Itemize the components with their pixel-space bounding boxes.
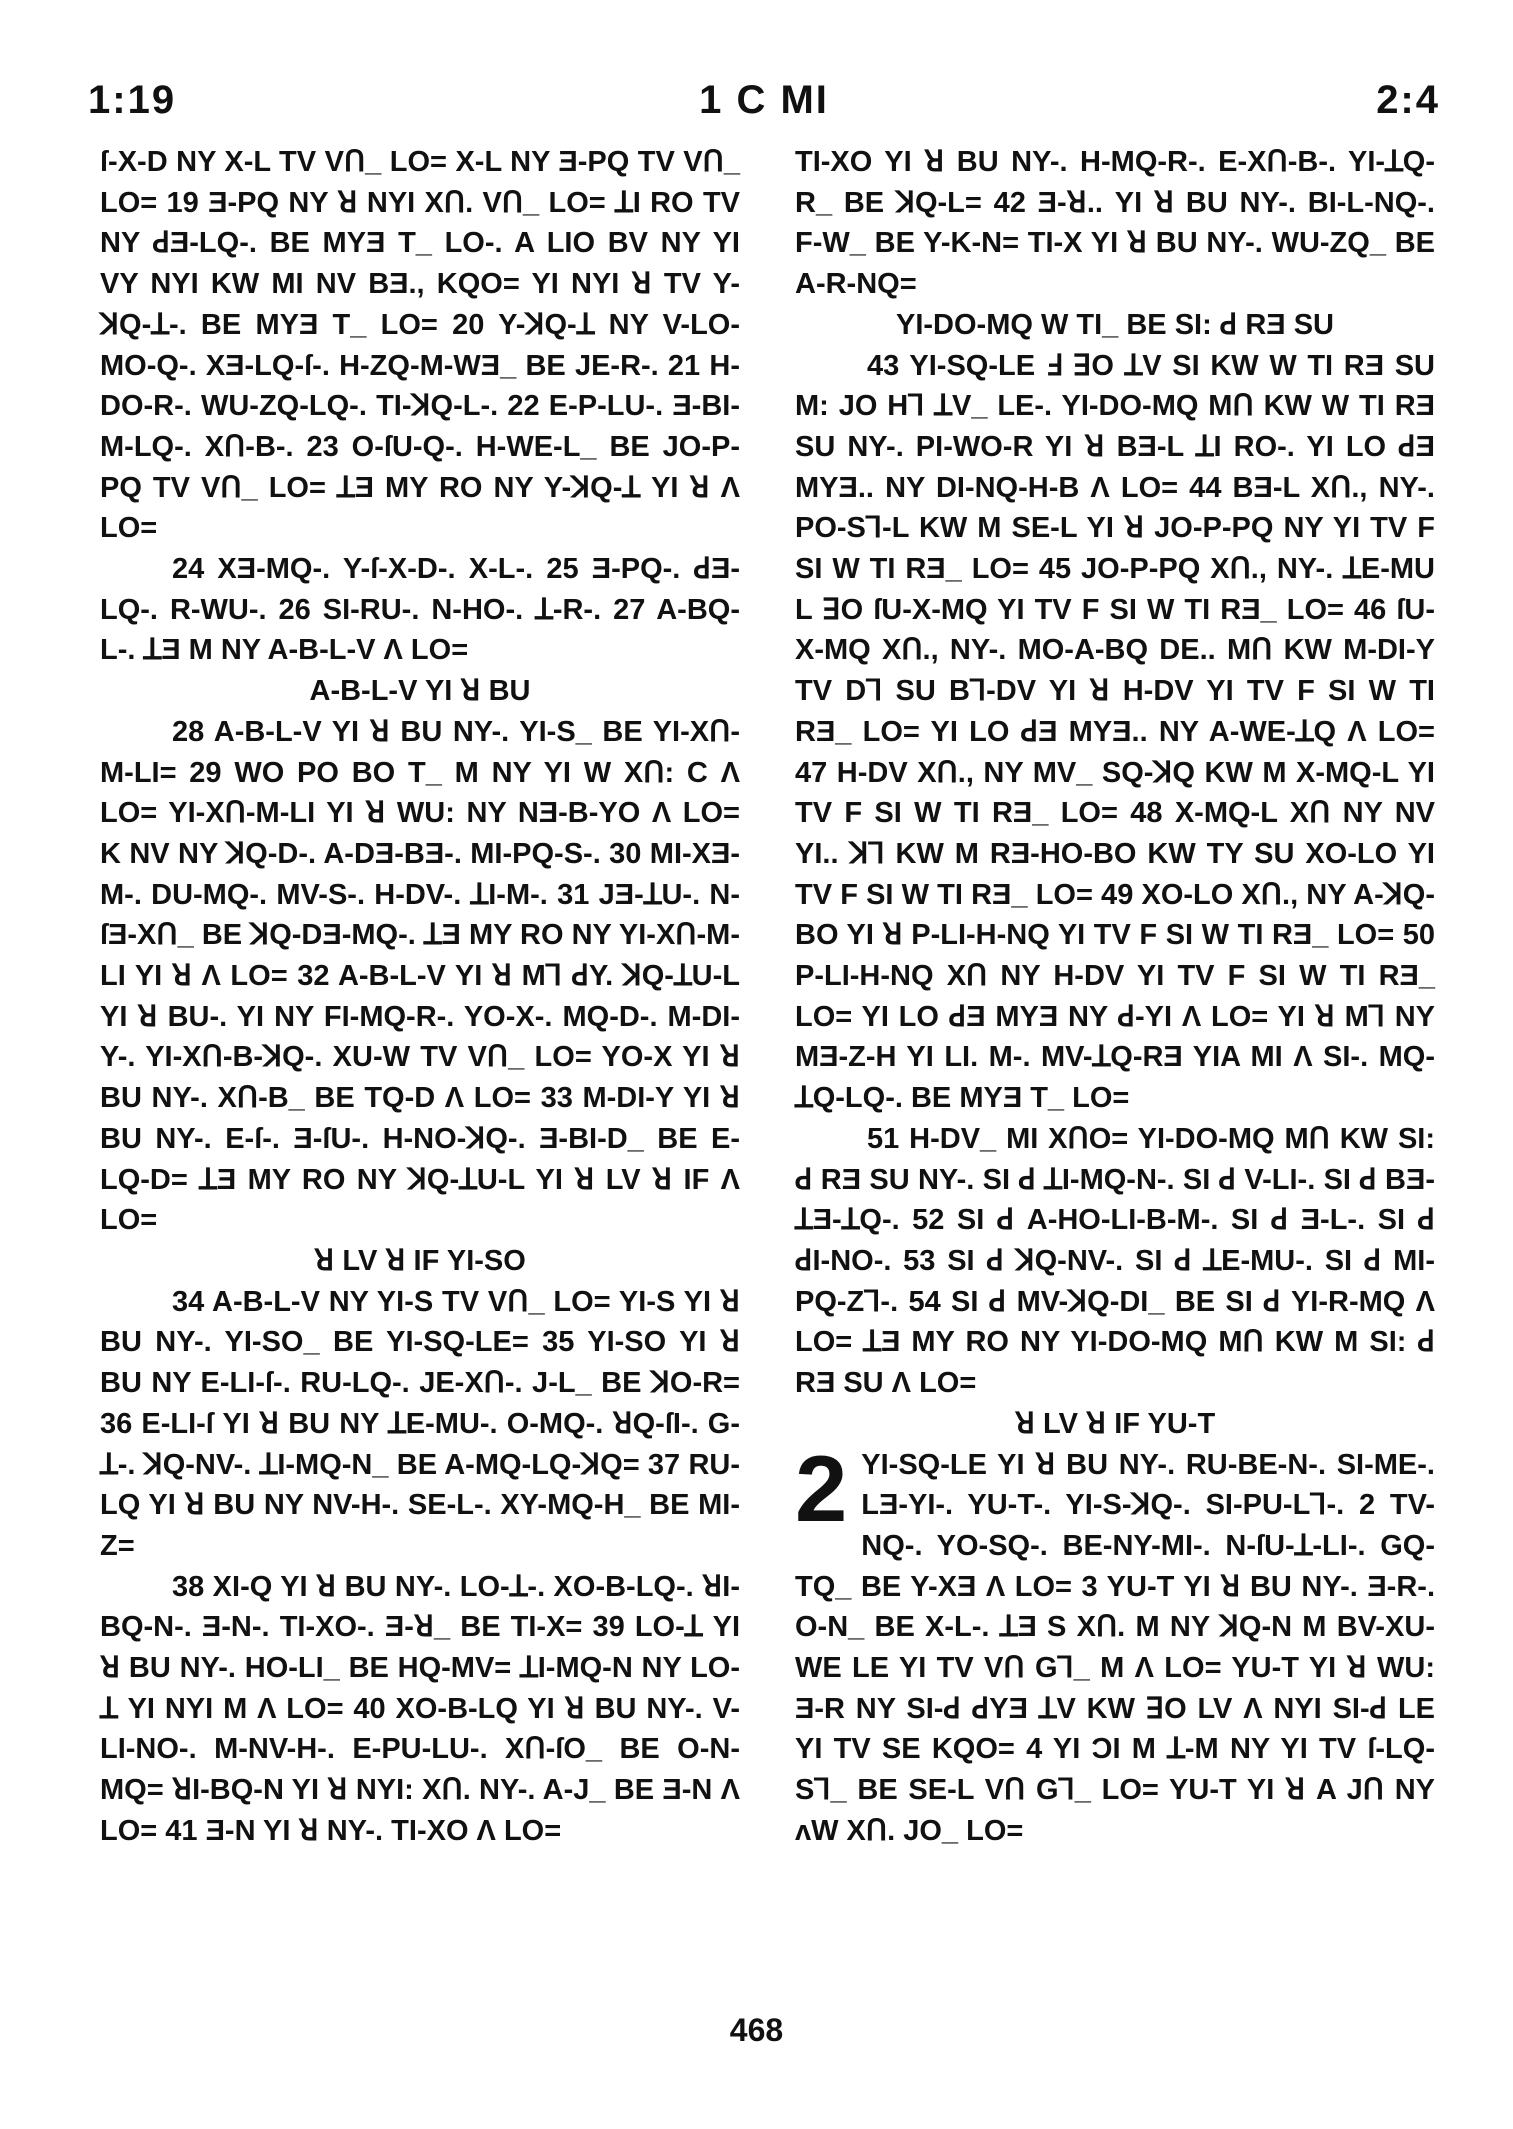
paragraph: ſ-X-D NY X-L TV VՈ_ LO= X-L NY Ǝ-PQ TV VՈ_ LO= 19 Ǝ-PQ NY ꓤ NYI XՈ. VՈ_ LO= ꓕI RO TV NY ꓒƎ-LQ-. BE MYƎ T_ LO-. A LIO BV NY YI VY NYI KW MI NV BƎ., KQO= YI NYI ꓤ TV Y-ꓘQ-ꓕ-. BE MYƎ T_ LO= 20 Y-ꓘQ-ꓕ NY V-LO-MO-Q-. XƎ-LQ-ſ-. H-ZQ-M-WƎ_ BE JE-R-. 21 H-DO-R-. WU-ZQ-LQ-. TI-ꓘQ-L-. 22 E-P-LU-. Ǝ-BI-M-LQ-. XՈ-B-. 23 O-ſU-Q-. H-WE-L_ BE JO-P-PQ TV VՈ_ LO= ꓕƎ MY RO NY Y-ꓘQ-ꓕ YI ꓤ Λ LO= <box>100 146 740 545</box>
chapter-number-dropcap: 2 <box>795 1435 848 1541</box>
paragraph: 51 H-DV_ MI XՈO= YI-DO-MQ MՈ KW SI: ꓒ RƎ SU NY-. SI ꓒ ꓕI-MQ-N-. SI ꓒ V-LI-. SI ꓒ BƎ-ꓕƎ-ꓕQ-. 52 SI ꓒ A-HO-LI-B-M-. SI ꓒ Ǝ-L-. SI ꓒ ꓒI-NO-. 53 SI ꓒ ꓘQ-NV-. SI ꓒ ꓕE-MU-. SI ꓒ MI-PQ-Z⅂-. 54 SI ꓒ MV-ꓘQ-DI_ BE SI ꓒ YI-R-MQ Λ LO= ꓕƎ MY RO NY YI-DO-MQ MՈ KW M SI: ꓒ RƎ SU Λ LO= <box>795 1122 1435 1400</box>
paragraph: 34 A-B-L-V NY YI-S TV VՈ_ LO= YI-S YI ꓤ BU NY-. YI-SO_ BE YI-SQ-LE= 35 YI-SO YI ꓤ BU NY E-LI-ſ-. RU-LQ-. JE-XՈ-. J-L_ BE ꓘO-R= 36 E-LI-ſ YI ꓤ BU NY ꓕE-MU-. O-MQ-. ꓤQ-ſI-. G-ꓕ-. ꓘQ-NV-. ꓕI-MQ-N_ BE A-MQ-LQ-ꓘQ= 37 RU-LQ YI ꓤ BU NY NV-H-. SE-L-. XY-MQ-H_ BE MI-Z= <box>100 1285 740 1562</box>
section-heading: ꓤ LV ꓤ IF YI-SO <box>314 1244 526 1277</box>
chapter-text: YI-SQ-LE YI ꓤ BU NY-. RU-BE-N-. SI-ME-. LƎ-YI-. YU-T-. YI-S-ꓘQ-. SI-PU-L⅂-. 2 TV-NQ-. YO-SQ-. BE-NY-MI-. N-ſU-ꓕ-LI-. GQ-TQ_ BE Y-XƎ Λ LO= 3 YU-T YI ꓤ BU NY-. Ǝ-R-. O-N_ BE X-L-. ꓕƎ S XՈ. M NY ꓘQ-N M BV-XU-WE LE YI TV VՈ G⅂_ M Λ LO= YU-T YI ꓤ WU: Ǝ-R NY SI-ꓒ ꓒYƎ ꓕV KW ꓱO LV Λ NYI SI-ꓒ LE YI TV SE KQO= 4 YI ƆI M ꓕ-M NY YI TV ſ-LQ-S⅂_ BE SE-L VՈ G⅂_ LO= YU-T YI ꓤ A JՈ NY ʌW XՈ. JO_ LO= <box>795 1448 1435 1847</box>
header-book-title: 1 C MI <box>699 78 829 122</box>
section-heading: A-B-L-V YI ꓤ BU <box>309 675 531 708</box>
chapter-paragraph <box>795 1435 1435 1852</box>
paragraph: 28 A-B-L-V YI ꓤ BU NY-. YI-S_ BE YI-XՈ-M-LI= 29 WO PO BO T_ M NY YI W XՈ: C Λ LO= YI-XՈ-M-LI YI ꓤ WU: NY NƎ-B-YO Λ LO= K NV NY ꓘQ-D-. A-DƎ-BƎ-. MI-PQ-S-. 30 MI-XƎ-M-. DU-MQ-. MV-S-. H-DV-. ꓕI-M-. 31 JƎ-ꓕU-. N-ſƎ-XՈ_ BE ꓘQ-DƎ-MQ-. ꓕƎ MY RO NY YI-XՈ-M-LI YI ꓤ Λ LO= 32 A-B-L-V YI ꓤ M⅂ ꓒY. ꓘQ-ꓕU-L YI ꓤ BU-. YI NY FI-MQ-R-. YO-X-. MQ-D-. M-DI-Y-. YI-XՈ-B-ꓘQ-. XU-W TV VՈ_ LO= YO-X YI ꓤ BU NY-. XՈ-B_ BE TQ-D Λ LO= 33 M-DI-Y YI ꓤ BU NY-. E-ſ-. Ǝ-ſU-. H-NO-ꓘQ-. Ǝ-BI-D_ BE E-LQ-D= ꓕƎ MY RO NY ꓘQ-ꓕU-L YI ꓤ LV ꓤ IF Λ LO= <box>100 715 740 1237</box>
page-number: 468 <box>729 2012 784 2048</box>
header-verse-end: 2:4 <box>1376 78 1440 122</box>
section-heading: ꓤ LV ꓤ IF YU-T <box>1014 1407 1216 1440</box>
section-heading: YI-DO-MQ W TI_ BE SI: ꓒ RƎ SU <box>895 308 1334 341</box>
paragraph: 24 XƎ-MQ-. Y-ſ-X-D-. X-L-. 25 Ǝ-PQ-. ꓒƎ-LQ-. R-WU-. 26 SI-RU-. N-HO-. ꓕ-R-. 27 A-BQ-L-. ꓕƎ M NY A-B-L-V Λ LO= <box>100 553 740 667</box>
paragraph: 43 YI-SQ-LE Ⅎ ꓱO ꓕV SI KW W TI RƎ SU M: JO H⅂ ꓕV_ LE-. YI-DO-MQ MՈ KW W TI RƎ SU NY-. PI-WO-R YI ꓤ BƎ-L ꓕI RO-. YI LO ꓒƎ MYƎ.. NY DI-NQ-H-B Λ LO= 44 BƎ-L XՈ., NY-. PO-S⅂-L KW M SE-L YI ꓤ JO-P-PQ NY YI TV F SI W TI RƎ_ LO= 45 JO-P-PQ XՈ., NY-. ꓕE-MU L ꓱO ſU-X-MQ YI TV F SI W TI RƎ_ LO= 46 ſU-X-MQ XՈ., NY-. MO-A-BQ DE.. MՈ KW M-DI-Y TV D⅂ SU B⅂-DV YI ꓤ H-DV YI TV F SI W TI RƎ_ LO= YI LO ꓒƎ MYƎ.. NY A-WE-ꓕQ Λ LO= 47 H-DV XՈ., NY MV_ SQ-ꓘQ KW M X-MQ-L YI TV F SI W TI RƎ_ LO= 48 X-MQ-L XՈ NY NV YI.. ꓘ⅂ KW M RƎ-HO-BO KW TY SU XO-LO YI TV F SI W TI RƎ_ LO= 49 XO-LO XՈ., NY A-ꓘQ-BO YI ꓤ P-LI-H-NQ YI TV F SI W TI RƎ_ LO= 50 P-LI-H-NQ XՈ NY H-DV YI TV F SI W TI RƎ_ LO= YI LO ꓒƎ MYƎ NY ꓒ-YI Λ LO= YI ꓤ M⅂ NY MƎ-Z-H YI LI. M-. MV-ꓕQ-RƎ YIA MI Λ SI-. MQ-ꓕQ-LQ-. BE MYƎ T_ LO= <box>795 349 1435 1115</box>
header-verse-start: 1:19 <box>88 78 177 122</box>
paragraph: 38 XI-Q YI ꓤ BU NY-. LO-ꓕ-. XO-B-LQ-. ꓤI-BQ-N-. Ǝ-N-. TI-XO-. Ǝ-ꓤ_ BE TI-X= 39 LO-ꓕ YI ꓤ BU NY-. HO-LI_ BE HQ-MV= ꓕI-MQ-N NY LO-ꓕ YI NYI M Λ LO= 40 XO-B-LQ YI ꓤ BU NY-. V-LI-NO-. M-NV-H-. E-PU-LU-. XՈ-ſO_ BE O-N-MQ= ꓤI-BQ-N YI ꓤ NYI: XՈ. NY-. A-J_ BE Ǝ-N Λ LO= 41 Ǝ-N YI ꓤ NY-. TI-XO Λ LO= <box>100 1570 740 1847</box>
running-header <box>88 70 1440 130</box>
paragraph: TI-XO YI ꓤ BU NY-. H-MQ-R-. E-XՈ-B-. YI-ꓕQ-R_ BE ꓘQ-L= 42 Ǝ-ꓤ.. YI ꓤ BU NY-. BI-L-NQ-. F-W_ BE Y-K-N= TI-X YI ꓤ BU NY-. WU-ZQ_ BE A-R-NQ= <box>795 146 1435 301</box>
right-column <box>795 142 1435 1852</box>
left-column <box>100 142 740 1852</box>
